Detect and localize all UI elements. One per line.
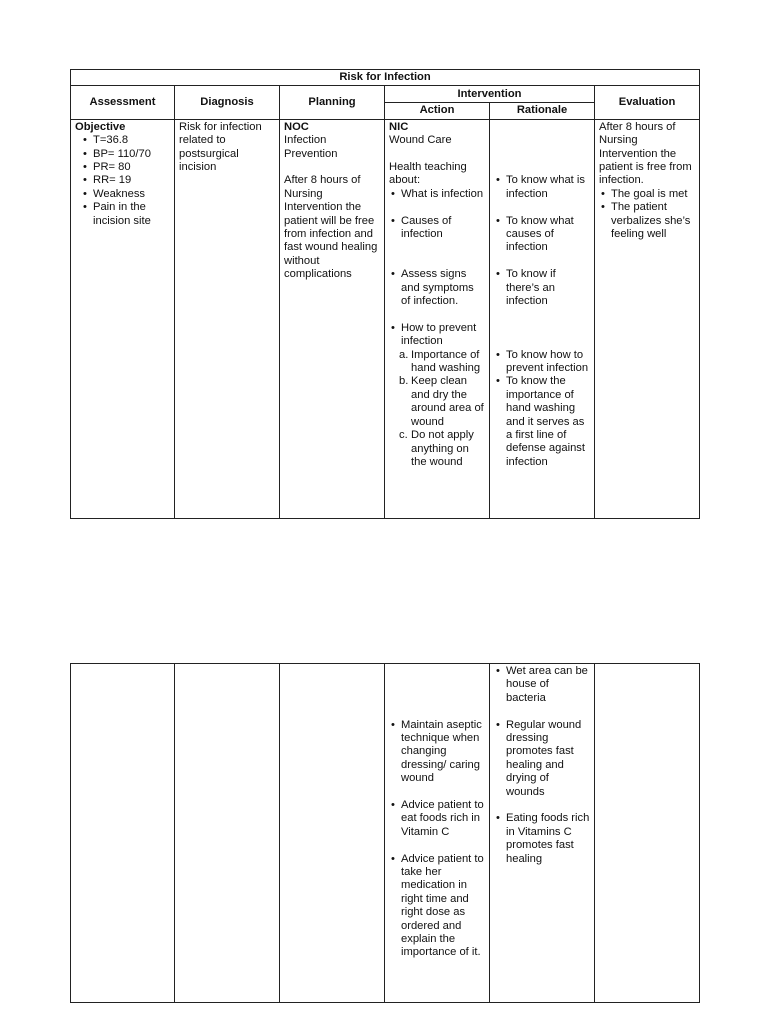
action-wound-care: Wound Care: [389, 134, 452, 147]
list-item: • Weakness: [75, 188, 170, 201]
list-item: • To know what is infection: [494, 174, 590, 201]
action-sublist: [389, 349, 485, 470]
table-title: [71, 70, 700, 86]
list-item: • T=36.8: [75, 134, 170, 147]
header-planning: Planning: [280, 86, 385, 119]
rationale-list: [494, 665, 590, 866]
diagnosis-cell: [175, 119, 280, 518]
list-item: • Wet area can be house of bacteria: [494, 665, 590, 705]
list-item: c. Do not apply anything on the wound: [399, 429, 474, 468]
header-intervention: Intervention: [385, 86, 595, 103]
evaluation-list: [599, 188, 695, 242]
list-item: • The patient verbalizes she’s feeling well: [599, 201, 695, 241]
list-item: • The goal is met: [599, 188, 695, 201]
list-item: b. Keep clean and dry the around area of wound: [399, 375, 484, 428]
action-prevent: How to prevent infection: [401, 321, 477, 348]
header-rationale: Rationale: [490, 103, 595, 119]
list-item: • To know if there’s an infection: [494, 268, 590, 308]
evaluation-cell-empty: [595, 664, 700, 1003]
assessment-cell: [71, 119, 175, 518]
care-plan-table: [70, 69, 700, 519]
rationale-cell: [490, 664, 595, 1003]
planning-goal: After 8 hours of Nursing Intervention the patient will be free from infection and fast wound healing without complications: [284, 174, 378, 281]
rationale-list: [494, 174, 590, 469]
list-item: • PR= 80: [75, 161, 170, 174]
assessment-list: [75, 134, 170, 228]
evaluation-cell: [595, 119, 700, 518]
list-item: • Advice patient to eat foods rich in Vitamin C: [389, 799, 485, 839]
list-item: • Maintain aseptic technique when changing dressing/ caring wound: [389, 719, 485, 786]
header-evaluation: Evaluation: [595, 86, 700, 119]
list-item: • BP= 110/70: [75, 148, 170, 161]
list-item: • RR= 19: [75, 174, 170, 187]
list-item: [389, 322, 485, 349]
planning-cell: [280, 119, 385, 518]
list-item: • To know the importance of hand washing and it serves as a first line of defense against infection: [494, 375, 590, 469]
planning-cell-empty: [280, 664, 385, 1003]
list-item: • What is infection: [389, 188, 485, 201]
assessment-heading: Objective: [75, 120, 126, 133]
diagnosis-cell-empty: [175, 664, 280, 1003]
table-title-text: Risk for Infection: [339, 71, 431, 83]
list-item: • Causes of infection: [389, 215, 485, 242]
list-item: a. Importance of hand washing: [399, 348, 481, 375]
action-cell: [385, 664, 490, 1003]
list-item: • Eating foods rich in Vitamins C promotes fast healing: [494, 812, 590, 866]
action-heading: NIC: [389, 120, 409, 133]
care-plan-table-continued: [70, 663, 700, 1003]
list-item: • To know how to prevent infection: [494, 349, 590, 376]
action-list: [389, 188, 485, 349]
header-assessment: Assessment: [71, 86, 175, 119]
action-cell: [385, 119, 490, 518]
planning-label: Infection Prevention: [284, 134, 338, 160]
action-list: [389, 719, 485, 960]
header-diagnosis: Diagnosis: [175, 86, 280, 119]
list-item: • Advice patient to take her medication in right time and right dose as ordered and explain the importance of it.: [389, 853, 485, 960]
evaluation-text: After 8 hours of Nursing Intervention the patient is free from infection.: [599, 120, 692, 187]
list-item: • Assess signs and symptoms of infection.: [389, 268, 485, 308]
assessment-cell-empty: [71, 664, 175, 1003]
action-health-teaching: Health teaching about:: [389, 161, 467, 187]
rationale-cell: [490, 119, 595, 518]
planning-heading: NOC: [284, 120, 309, 133]
diagnosis-text: Risk for infection related to postsurgical incision: [179, 120, 262, 174]
list-item: • To know what causes of infection: [494, 215, 590, 255]
list-item: • Regular wound dressing promotes fast healing and drying of wounds: [494, 719, 590, 799]
header-action: Action: [385, 103, 490, 119]
list-item: • Pain in the incision site: [75, 201, 170, 228]
